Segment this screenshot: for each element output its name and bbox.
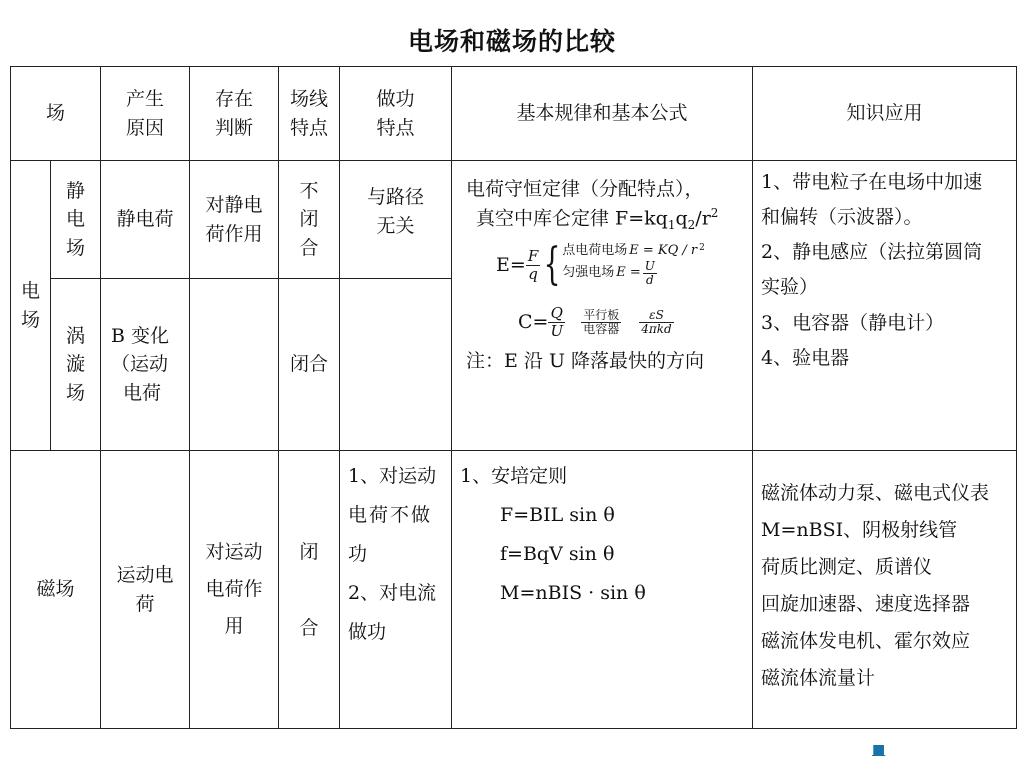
magnetic-law-line: M=nBIS · sin θ: [500, 581, 646, 604]
static-work-line: 无关: [376, 214, 415, 237]
header-lines: [279, 67, 340, 161]
header-work-line: 特点: [376, 116, 415, 139]
static-lines: [279, 161, 340, 279]
magnetic-work-line: 1、对运动: [348, 465, 437, 487]
header-work-line: 做功: [376, 88, 415, 110]
magnetic-apply-line: 磁流体流量计: [761, 667, 876, 690]
case2-prefix: E =: [616, 265, 641, 281]
magnetic-field-label: 磁场: [11, 451, 101, 729]
magnetic-apply: [753, 451, 1017, 729]
magnetic-work-line: 2、对电流: [348, 581, 437, 604]
field-strength-formula: [466, 239, 746, 291]
static-work-line: 与路径: [367, 186, 425, 208]
electric-apply-line: 1、带电粒子在电场中加速: [761, 171, 983, 193]
header-laws: 基本规律和基本公式: [452, 67, 753, 161]
magnetic-judge-line: 电荷作: [205, 577, 263, 600]
header-cause-line: 产生: [126, 88, 165, 110]
e-den: q: [528, 264, 538, 283]
brace-icon: {: [543, 239, 561, 291]
magnetic-apply-line: M=nBSI、阴极射线管: [761, 519, 958, 542]
header-judge: [190, 67, 279, 161]
static-label-char: 场: [66, 236, 86, 259]
e-case-point: [562, 243, 705, 260]
coulomb-prefix: 真空中库仑定律 F=kq: [476, 207, 668, 230]
magnetic-work-line: 做功: [348, 620, 387, 643]
vortex-label-char: 场: [66, 381, 86, 404]
header-apply: 知识应用: [753, 67, 1017, 161]
electric-field-label: [11, 161, 51, 451]
electric-apply-line: 和偏转（示波器）。: [761, 206, 923, 229]
e-fraction: [526, 248, 540, 282]
static-judge-line: 对静电: [205, 194, 263, 216]
eps-den: 4πkd: [641, 321, 672, 336]
capacitance-formula: [466, 305, 746, 339]
magnetic-judge-line: 对运动: [205, 540, 263, 563]
magnetic-cause-line: 荷: [135, 592, 155, 615]
electric-label-char: 电: [20, 280, 40, 302]
electric-laws: [452, 161, 753, 451]
magnetic-lines-char: 合: [299, 616, 319, 639]
static-work: [340, 161, 452, 279]
electric-static-row: [11, 161, 1017, 279]
case1-formula: E = KQ / r: [629, 243, 698, 259]
case2-fraction: [643, 260, 657, 287]
magnetic-row: [11, 451, 1017, 729]
vortex-field-label: [51, 279, 101, 451]
e-case-uniform: [562, 260, 705, 287]
electric-apply-line: 实验）: [761, 276, 819, 299]
coulomb-mid: q: [675, 207, 688, 230]
eps-fraction: [639, 309, 673, 336]
slide-nav-marker[interactable]: ■: [872, 742, 886, 758]
static-cause: 静电荷: [101, 161, 190, 279]
magnetic-work-line: 功: [348, 542, 368, 565]
conservation-law: 电荷守恒定律（分配特点），: [466, 178, 704, 200]
plate-fraction: [581, 309, 621, 336]
magnetic-law-line: 1、安培定则: [460, 465, 568, 487]
electric-apply-line: 3、电容器（静电计）: [761, 311, 945, 334]
coulomb-suffix: /r: [695, 207, 711, 230]
static-field-label: [51, 161, 101, 279]
header-work: [340, 67, 452, 161]
c-prefix: C=: [518, 311, 549, 334]
header-row: [11, 67, 1017, 161]
case2-label: 匀强电场: [562, 265, 615, 281]
header-cause: [101, 67, 190, 161]
header-lines-line: 特点: [290, 116, 329, 139]
eps-num: εS: [639, 309, 673, 323]
static-judge-line: 荷作用: [205, 222, 263, 245]
c-num: Q: [548, 305, 565, 323]
vortex-label-char: 漩: [66, 353, 86, 376]
page-title: 电场和磁场的比较: [407, 27, 616, 56]
e-cases: [562, 243, 705, 287]
magnetic-judge-line: 用: [224, 615, 244, 638]
case2-num: U: [644, 259, 655, 274]
case2-den: d: [645, 273, 654, 288]
coulomb-sup: 2: [710, 206, 719, 221]
header-lines-line: 场线: [290, 88, 329, 110]
vortex-cause-line: （运动: [111, 353, 169, 376]
header-judge-line: 存在: [215, 88, 254, 110]
magnetic-cause-line: 运动电: [116, 564, 174, 586]
vortex-label-char: 涡: [66, 324, 86, 347]
magnetic-lines-char: 闭: [299, 540, 319, 563]
static-lines-char: 不: [299, 179, 319, 202]
header-judge-line: 判断: [215, 116, 254, 139]
vortex-work-empty: [340, 279, 452, 451]
electric-apply: [753, 161, 1017, 451]
coulomb-sub1: 1: [667, 218, 676, 233]
magnetic-apply-line: 磁流体动力泵、磁电式仪表: [761, 482, 990, 504]
vortex-cause-line: 电荷: [123, 381, 162, 404]
plate-num: 平行板: [583, 307, 620, 322]
e-num: F: [527, 247, 539, 266]
magnetic-lines: [279, 451, 340, 729]
c-den: U: [550, 321, 564, 340]
static-label-char: 电: [66, 208, 86, 231]
vortex-judge-empty: [190, 279, 279, 451]
magnetic-law-line: f=BqV sin θ: [500, 542, 615, 565]
case1-sup: 2: [699, 243, 705, 254]
vortex-cause: [101, 279, 190, 451]
plate-den: 电容器: [583, 321, 620, 336]
electric-apply-line: 4、验电器: [761, 346, 850, 369]
case1-label: 点电荷电场: [562, 243, 628, 259]
electric-note: 注：E 沿 U 降落最快的方向: [466, 350, 705, 373]
magnetic-work-line: 电荷不做: [348, 503, 433, 526]
magnetic-law-line: F=BIL sin θ: [500, 503, 615, 526]
static-judge: [190, 161, 279, 279]
static-label-char: 静: [66, 179, 86, 202]
electric-apply-line: 2、静电感应（法拉第圆筒: [761, 241, 983, 264]
magnetic-judge: [190, 451, 279, 729]
electric-label-char: 场: [20, 308, 40, 331]
coulomb-sub2: 2: [687, 218, 696, 233]
magnetic-laws: [452, 451, 753, 729]
static-lines-char: 闭: [299, 208, 319, 231]
static-lines-char: 合: [299, 236, 319, 259]
coulomb-law: [466, 204, 746, 235]
header-cause-line: 原因: [126, 116, 165, 139]
header-field: 场: [11, 67, 101, 161]
vortex-cause-line: B 变化: [111, 324, 170, 347]
magnetic-cause: [101, 451, 190, 729]
magnetic-work: [340, 451, 452, 729]
c-fraction: [548, 305, 565, 339]
magnetic-apply-line: 磁流体发电机、霍尔效应: [761, 630, 971, 653]
comparison-table: [10, 66, 1017, 729]
magnetic-apply-line: 回旋加速器、速度选择器: [761, 593, 971, 616]
magnetic-apply-line: 荷质比测定、质谱仪: [761, 556, 933, 579]
vortex-lines: 闭合: [279, 279, 340, 451]
e-prefix: E=: [496, 254, 526, 277]
